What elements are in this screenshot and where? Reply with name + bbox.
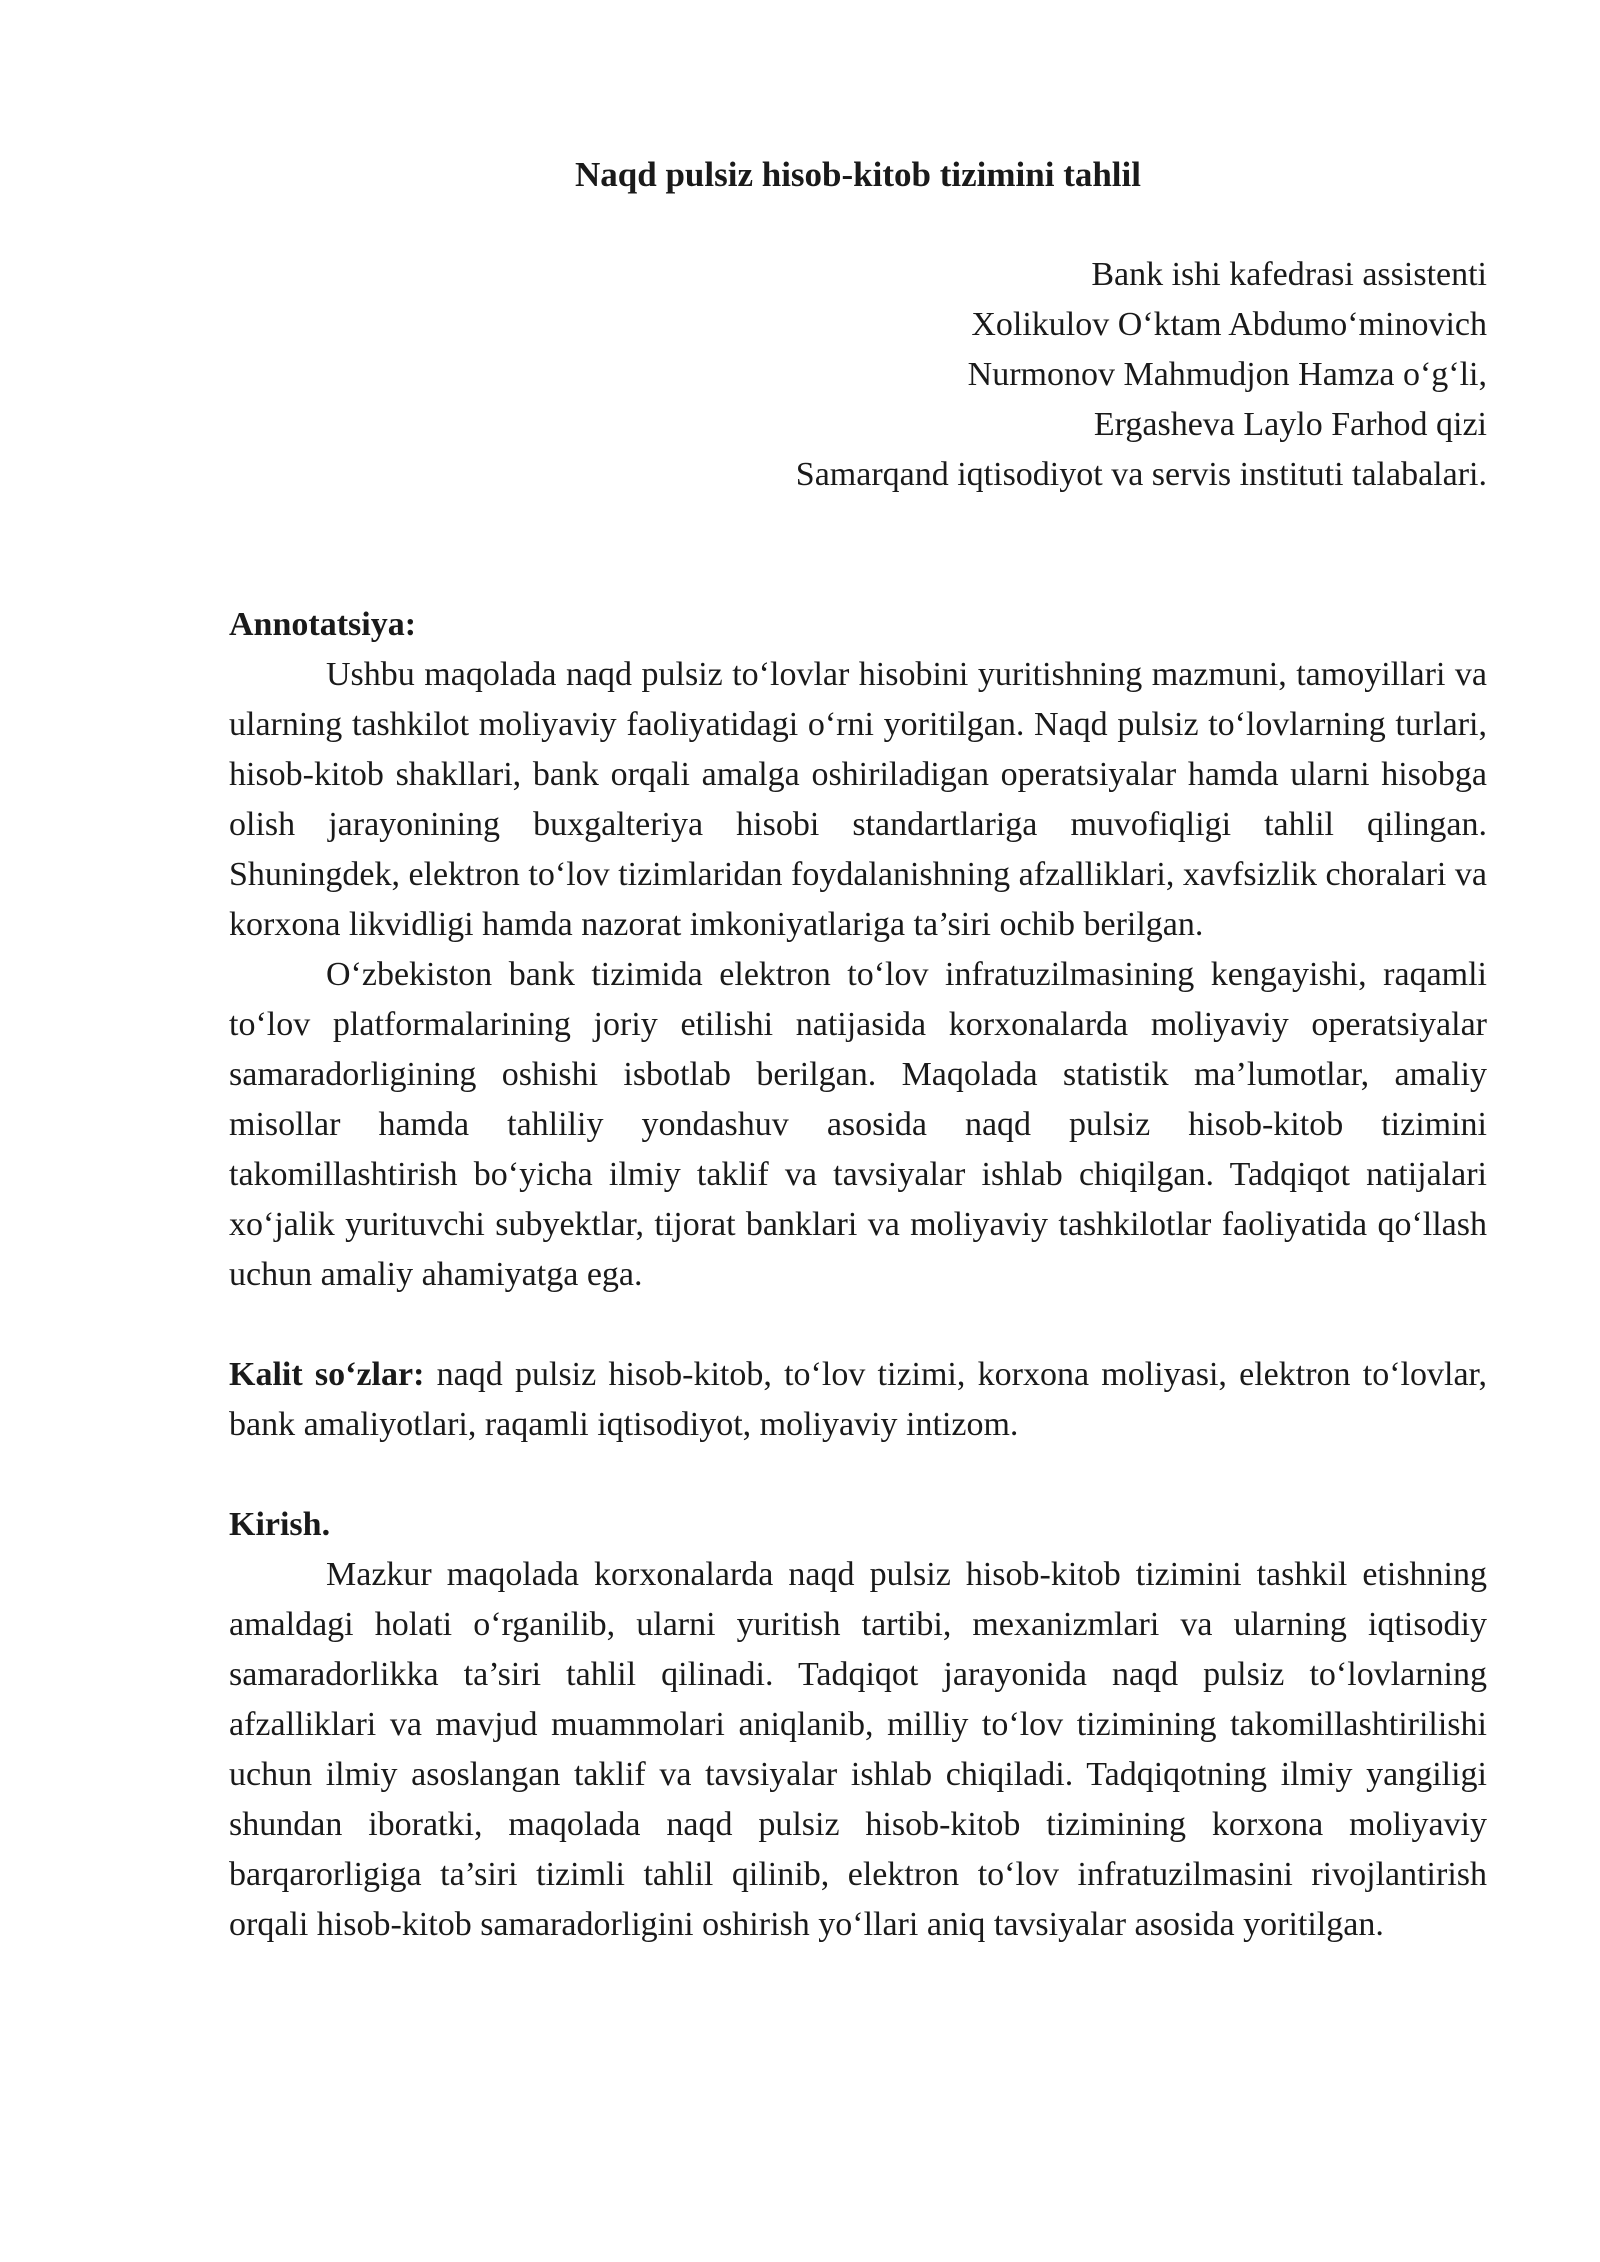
abstract-section	[229, 600, 1487, 1300]
author-position: Bank ishi kafedrasi assistenti	[1091, 256, 1487, 293]
author-name: Xolikulov O‘ktam Abdumo‘minovich	[971, 306, 1487, 343]
abstract-heading: Annotatsiya:	[229, 606, 417, 643]
spacer	[229, 500, 1487, 600]
author-block	[229, 250, 1487, 500]
keywords-block	[229, 1350, 1487, 1450]
introduction-paragraph: Mazkur maqolada korxonalarda naqd pulsiz hisob-kitob tizimini tashkil etishning amaldagi holati o‘rganilib, ularni yuritish tartibi, mexanizmlari va ularning iqtisodiy samaradorlikka ta’siri tahlil qilinadi. Tadqiqot jarayonida naqd pulsiz to‘lovlarning afzalliklari va mavjud muammolari aniqlanib, milliy to‘lov tizimining takomillashtirilishi uchun ilmiy asoslangan taklif va tavsiyalar ishlab chiqiladi. Tadqiqotning ilmiy yangiligi shundan iboratki, maqolada naqd pulsiz hisob-kitob tizimining korxona moliyaviy barqarorligiga ta’siri tizimli tahlil qilinib, elektron to‘lov infratuzilmasini rivojlantirish orqali hisob-kitob samaradorligini oshirish yo‘llari aniq tavsiyalar asosida yoritilgan.	[229, 1556, 1487, 1943]
author-name: Nurmonov Mahmudjon Hamza o‘g‘li,	[967, 356, 1487, 393]
introduction-section	[229, 1500, 1487, 1950]
spacer	[229, 1300, 1487, 1350]
introduction-heading: Kirish.	[229, 1506, 331, 1543]
spacer	[229, 1450, 1487, 1500]
keywords-text: naqd pulsiz hisob-kitob, to‘lov tizimi, korxona moliyasi, elektron to‘lovlar, bank amaliyotlari, raqamli iqtisodiyot, moliyaviy intizom.	[229, 1356, 1487, 1443]
author-affiliation: Samarqand iqtisodiyot va servis instituti talabalari.	[795, 456, 1487, 493]
author-name: Ergasheva Laylo Farhod qizi	[1093, 406, 1487, 443]
paper-title: Naqd pulsiz hisob-kitob tizimini tahlil	[575, 155, 1141, 194]
keywords-label: Kalit so‘zlar:	[229, 1356, 425, 1393]
document-body	[229, 150, 1487, 1950]
abstract-paragraph: Ushbu maqolada naqd pulsiz to‘lovlar hisobini yuritishning mazmuni, tamoyillari va ularning tashkilot moliyaviy faoliyatidagi o‘rni yoritilgan. Naqd pulsiz to‘lovlarning turlari, hisob-kitob shakllari, bank orqali amalga oshiriladigan operatsiyalar hamda ularni hisobga olish jarayonining buxgalteriya hisobi standartlariga muvofiqligi tahlil qilingan. Shuningdek, elektron to‘lov tizimlaridan foydalanishning afzalliklari, xavfsizlik choralari va korxona likvidligi hamda nazorat imkoniyatlariga ta’siri ochib berilgan.	[229, 656, 1487, 943]
abstract-paragraph: O‘zbekiston bank tizimida elektron to‘lov infratuzilmasining kengayishi, raqamli to‘lov platformalarining joriy etilishi natijasida korxonalarda moliyaviy operatsiyalar samaradorligining oshishi isbotlab berilgan. Maqolada statistik ma’lumotlar, amaliy misollar hamda tahliliy yondashuv asosida naqd pulsiz hisob-kitob tizimini takomillashtirish bo‘yicha ilmiy taklif va tavsiyalar ishlab chiqilgan. Tadqiqot natijalari xo‘jalik yurituvchi subyektlar, tijorat banklari va moliyaviy tashkilotlar faoliyatida qo‘llash uchun amaliy ahamiyatga ega.	[229, 956, 1487, 1293]
